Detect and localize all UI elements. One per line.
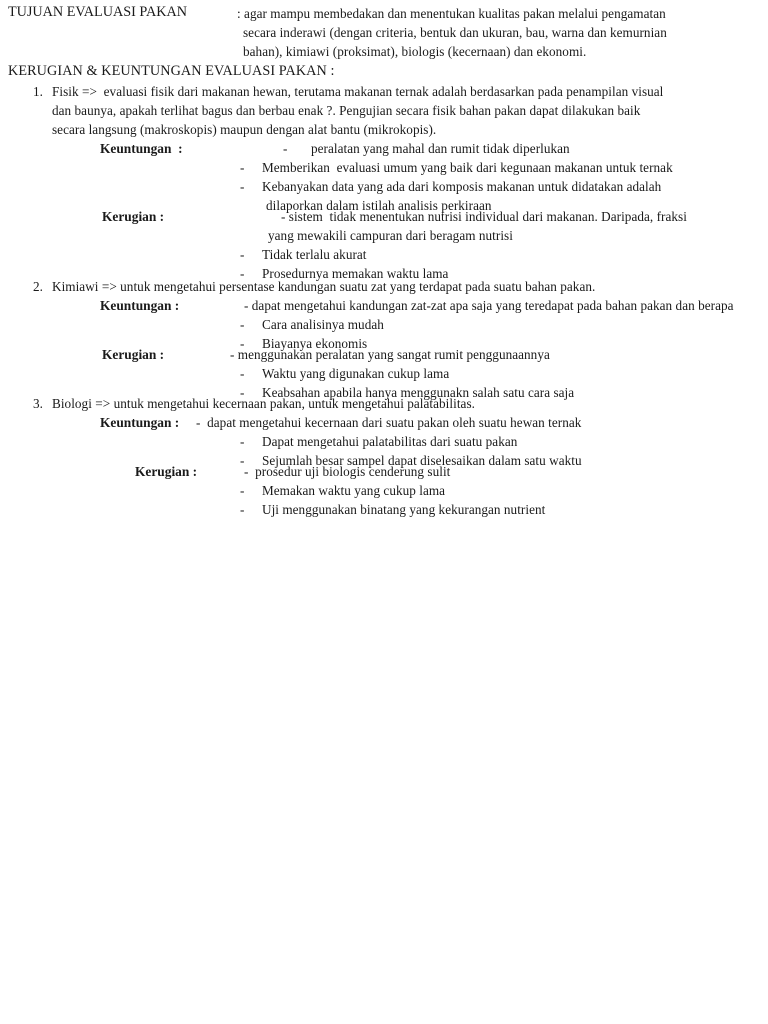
item-2-kerugian-bullet-2-line-1: Keabsahan apabila hanya menggunakn salah satu cara saja	[262, 385, 575, 400]
item-2-keuntungan-bullet-2-dash: -	[240, 336, 245, 351]
item-2-keuntungan-label: Keuntungan :	[100, 298, 180, 313]
item-3-kerugian-bullet-2-dash: -	[240, 502, 245, 517]
item-3-keuntungan-bullet-1-dash: -	[240, 434, 245, 449]
item-3-keuntungan-bullet-1-line-1: Dapat mengetahui palatabilitas dari suatu pakan	[262, 434, 518, 449]
item-2-lead-line-1: Kimiawi => untuk mengetahui persentase kandungan suatu zat yang terdapat pada suatu bahan pakan.	[52, 279, 596, 294]
item-2-keuntungan-bullet-1-line-1: Cara analisinya mudah	[262, 317, 384, 332]
item-1-keuntungan-bullet-2-dash: -	[240, 179, 245, 194]
item-1-kerugian-bullet-1-line-1: Tidak terlalu akurat	[262, 247, 367, 262]
item-3-kerugian-bullet-2-line-1: Uji menggunakan binatang yang kekurangan nutrient	[262, 502, 546, 517]
item-2-keuntungan-bullet-2-line-1: Biayanya ekonomis	[262, 336, 368, 351]
item-3-keuntungan-first-text: - dapat mengetahui kecernaan dari suatu pakan oleh suatu hewan ternak	[196, 415, 582, 430]
item-1-lead-line-2: dan baunya, apakah terlihat bagus dan berbau enak ?. Pengujian secara fisik bahan pakan dapat dilakukan baik	[52, 103, 641, 118]
item-3-keuntungan-label: Keuntungan :	[100, 415, 180, 430]
item-3-keuntungan-bullet-2-line-1: Sejumlah besar sampel dapat diselesaikan dalam satu waktu	[262, 453, 582, 468]
item-1-keuntungan-bullet-2-line-2: dilaporkan dalam istilah analisis perkiraan	[266, 198, 492, 213]
item-1-kerugian-label: Kerugian :	[102, 209, 165, 224]
item-3-kerugian-first-text: - prosedur uji biologis cenderung sulit	[244, 464, 451, 479]
tujuan-text-line-1: : agar mampu membedakan dan menentukan kualitas pakan melalui pengamatan	[237, 6, 666, 21]
item-2-keuntungan-first-text: - dapat mengetahui kandungan zat-zat apa saja yang teredapat pada bahan pakan dan berapa	[244, 298, 734, 313]
item-2-kerugian-first-text: - menggunakan peralatan yang sangat rumit penggunaannya	[230, 347, 550, 362]
item-1-kerugian-first-continuation: yang mewakili campuran dari beragam nutrisi	[268, 228, 513, 243]
item-1-kerugian-bullet-2-dash: -	[240, 266, 245, 281]
item-3-kerugian-bullet-1-dash: -	[240, 483, 245, 498]
item-1-keuntungan-bullet-2-line-1: Kebanyakan data yang ada dari komposis makanan untuk didatakan adalah	[262, 179, 662, 194]
item-3-lead-line-1: Biologi => untuk mengetahui kecernaan pakan, untuk mengetahui palatabilitas.	[52, 396, 475, 411]
item-2-kerugian-label: Kerugian :	[102, 347, 165, 362]
item-3-kerugian-label: Kerugian :	[135, 464, 198, 479]
item-1-kerugian-bullet-1-dash: -	[240, 247, 245, 262]
list-number-2: 2.	[33, 279, 43, 294]
item-1-kerugian-bullet-2-line-1: Prosedurnya memakan waktu lama	[262, 266, 449, 281]
item-2-kerugian-bullet-2-dash: -	[240, 385, 245, 400]
item-1-keuntungan-bullet-1-dash: -	[240, 160, 245, 175]
tujuan-text-line-3: bahan), kimiawi (proksimat), biologis (kecernaan) dan ekonomi.	[243, 44, 587, 59]
item-2-kerugian-bullet-1-dash: -	[240, 366, 245, 381]
section-heading: KERUGIAN & KEUNTUNGAN EVALUASI PAKAN :	[8, 63, 335, 79]
tujuan-label: TUJUAN EVALUASI PAKAN	[8, 4, 187, 20]
item-3-kerugian-bullet-1-line-1: Memakan waktu yang cukup lama	[262, 483, 446, 498]
list-number-1: 1.	[33, 84, 43, 99]
item-1-lead-line-1: Fisik => evaluasi fisik dari makanan hewan, terutama makanan ternak adalah berdasarkan pada penampilan visual	[52, 84, 664, 99]
item-2-kerugian-bullet-1-line-1: Waktu yang digunakan cukup lama	[262, 366, 450, 381]
item-1-lead-line-3: secara langsung (makroskopis) maupun dengan alat bantu (mikrokopis).	[52, 122, 437, 137]
item-1-keuntungan-label: Keuntungan :	[100, 141, 183, 156]
item-1-keuntungan-first-text: peralatan yang mahal dan rumit tidak diperlukan	[311, 141, 570, 156]
item-2-keuntungan-bullet-1-dash: -	[240, 317, 245, 332]
tujuan-text-line-2: secara inderawi (dengan criteria, bentuk dan ukuran, bau, warna dan kemurnian	[243, 25, 667, 40]
item-1-keuntungan-bullet-1-line-1: Memberikan evaluasi umum yang baik dari kegunaan makanan untuk ternak	[262, 160, 673, 175]
item-1-keuntungan-first-dash: -	[283, 141, 288, 156]
item-1-kerugian-first-text: - sistem tidak menentukan nutrisi individual dari makanan. Daripada, fraksi	[281, 209, 687, 224]
item-3-keuntungan-bullet-2-dash: -	[240, 453, 245, 468]
list-number-3: 3.	[33, 396, 43, 411]
